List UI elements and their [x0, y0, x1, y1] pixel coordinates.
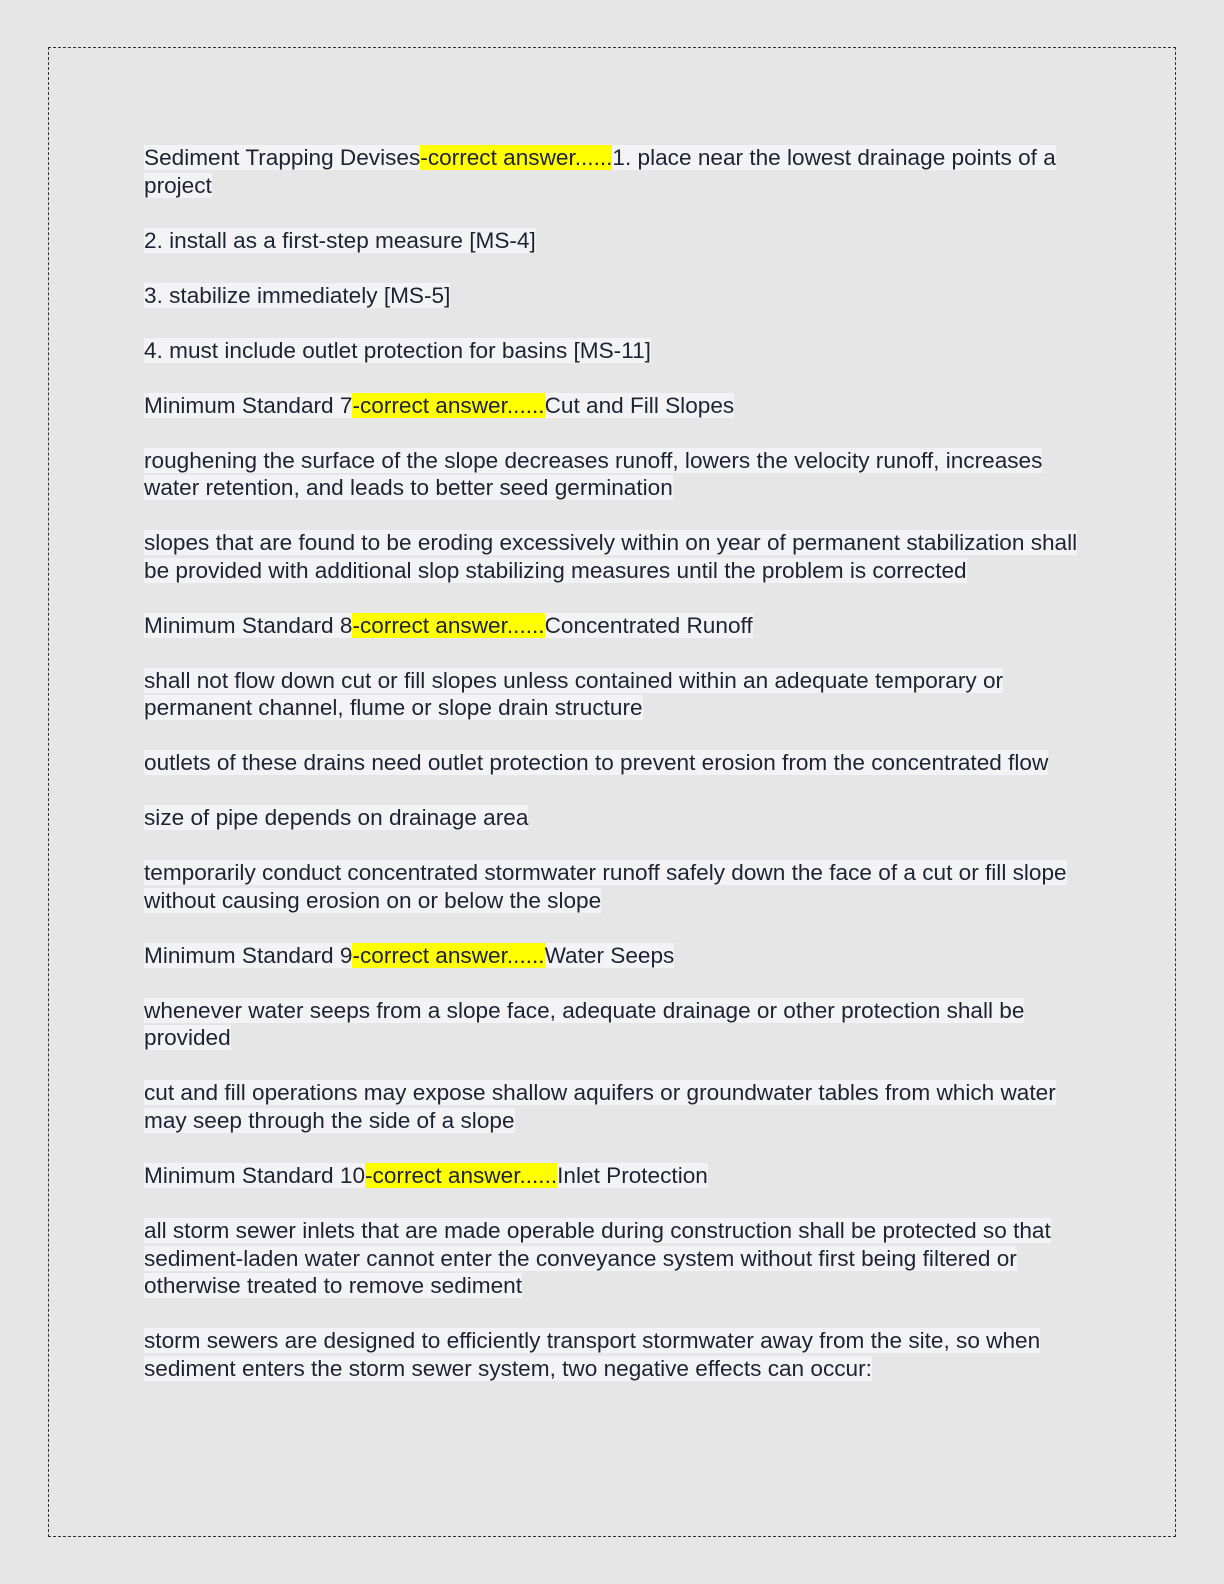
qa-paragraph [144, 942, 1084, 970]
paragraph-text: slopes that are found to be eroding excessively within on year of permanent stabilization shall be provided with additional slop stabilizing measures until the problem is corrected [144, 530, 1078, 583]
term-text: Minimum Standard 10 [144, 1162, 366, 1188]
text-paragraph [144, 1079, 1084, 1134]
text-paragraph [144, 227, 1084, 255]
answer-text: Inlet Protection [557, 1162, 708, 1188]
paragraph-text: whenever water seeps from a slope face, adequate drainage or other protection shall be provided [144, 997, 1025, 1051]
paragraph-text: 3. stabilize immediately [MS-5] [144, 282, 451, 308]
qa-paragraph [144, 1162, 1084, 1190]
term-text: Minimum Standard 7 [144, 392, 353, 418]
term-text: Minimum Standard 9 [144, 942, 353, 968]
correct-answer-marker: -correct answer...... [365, 1162, 558, 1188]
text-paragraph [144, 997, 1084, 1052]
paragraph-text: 2. install as a first-step measure [MS-4] [144, 227, 536, 253]
text-paragraph [144, 804, 1084, 832]
text-paragraph [144, 859, 1084, 914]
qa-paragraph [144, 144, 1084, 199]
paragraph-text: shall not flow down cut or fill slopes unless contained within an adequate temporary or permanent channel, flume or slope drain structure [144, 667, 1004, 721]
text-paragraph [144, 1327, 1084, 1382]
answer-text: Water Seeps [544, 942, 675, 968]
text-paragraph [144, 749, 1084, 777]
correct-answer-marker: -correct answer...... [352, 942, 545, 968]
text-paragraph [144, 667, 1084, 722]
paragraph-text: all storm sewer inlets that are made operable during construction shall be protected so that sediment-laden water cannot enter the conveyance system without first being filtered or otherwise treated to remove sediment [144, 1217, 1051, 1299]
text-paragraph [144, 447, 1084, 502]
paragraph-text: size of pipe depends on drainage area [144, 805, 529, 831]
answer-text: 1. place near the lowest drainage points of a project [144, 145, 1056, 198]
text-paragraph [144, 529, 1084, 584]
qa-paragraph [144, 612, 1084, 640]
paragraph-text: outlets of these drains need outlet protection to prevent erosion from the concentrated flow [144, 750, 1049, 776]
term-text: Minimum Standard 8 [144, 612, 353, 638]
answer-text: Cut and Fill Slopes [544, 392, 735, 418]
paragraph-text: 4. must include outlet protection for basins [MS-11] [144, 337, 651, 363]
correct-answer-marker: -correct answer...... [420, 145, 613, 170]
paragraph-text: storm sewers are designed to efficiently transport stormwater away from the site, so when sediment enters the storm sewer system, two negative effects can occur: [144, 1328, 1041, 1381]
text-paragraph [144, 337, 1084, 365]
document-body [144, 144, 1084, 1410]
qa-paragraph [144, 392, 1084, 420]
text-paragraph [144, 1217, 1084, 1300]
paragraph-text: roughening the surface of the slope decreases runoff, lowers the velocity runoff, increases water retention, and leads to better seed germination [144, 447, 1043, 501]
term-text: Sediment Trapping Devises [144, 145, 421, 170]
paragraph-text: temporarily conduct concentrated stormwater runoff safely down the face of a cut or fill slope without causing erosion on or below the slope [144, 860, 1067, 913]
correct-answer-marker: -correct answer...... [352, 612, 545, 638]
correct-answer-marker: -correct answer...... [352, 392, 545, 418]
text-paragraph [144, 282, 1084, 310]
paragraph-text: cut and fill operations may expose shallow aquifers or groundwater tables from which water may seep through the side of a slope [144, 1080, 1056, 1133]
answer-text: Concentrated Runoff [544, 612, 753, 638]
